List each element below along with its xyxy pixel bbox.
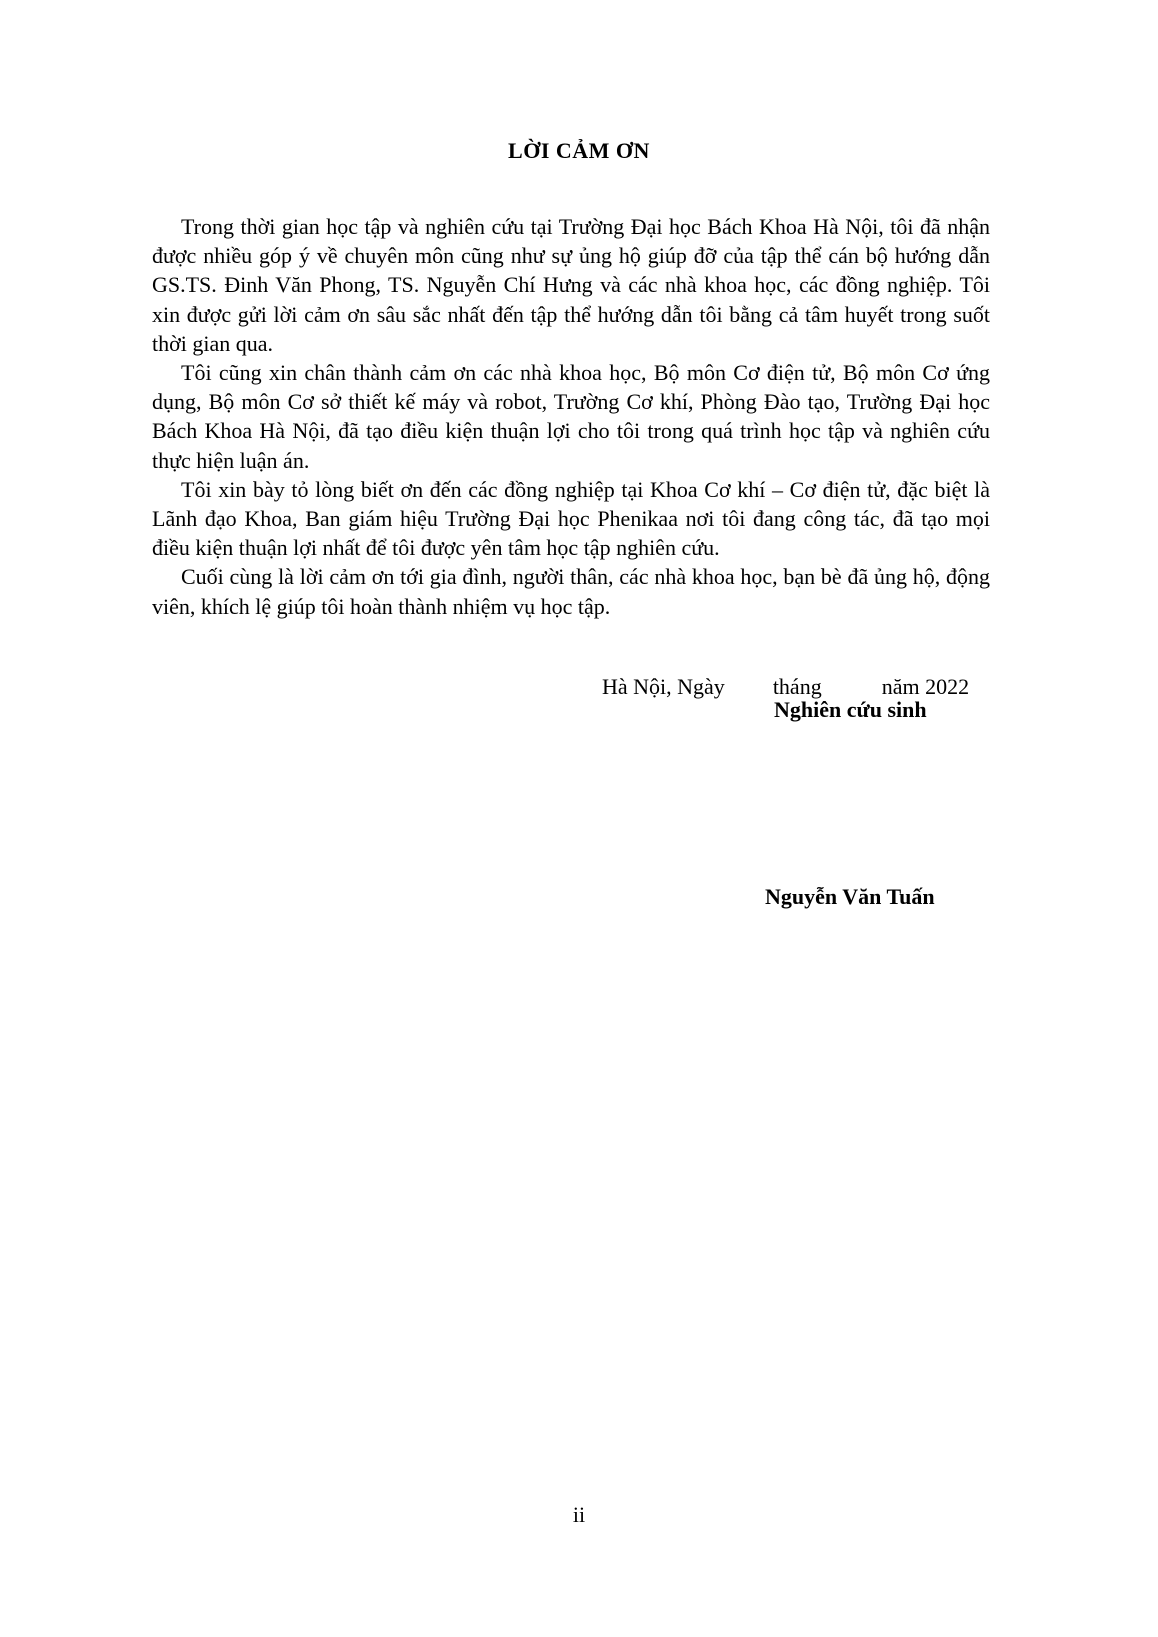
place-day: Hà Nội, Ngày — [602, 674, 725, 699]
page-title: LỜI CẢM ƠN — [508, 138, 650, 163]
month-label: tháng — [772, 674, 822, 699]
paragraph-2: Tôi cũng xin chân thành cảm ơn các nhà khoa học, Bộ môn Cơ điện tử, Bộ môn Cơ ứng dụng, Bộ môn Cơ sở thiết kế máy và robot, Trường Cơ khí, Phòng Đào tạo, Trường Đại học Bách Khoa Hà Nội, đã tạo điều kiện thuận lợi cho tôi trong quá trình học tập và nghiên cứu thực hiện luận án. — [152, 360, 990, 473]
signer-role: Nghiên cứu sinh — [774, 697, 927, 722]
year-label: năm 2022 — [881, 674, 970, 699]
signer-name: Nguyễn Văn Tuấn — [765, 884, 935, 909]
paragraph-3: Tôi xin bày tỏ lòng biết ơn đến các đồng nghiệp tại Khoa Cơ khí – Cơ điện tử, đặc biệt là Lãnh đạo Khoa, Ban giám hiệu Trường Đại học Phenikaa nơi tôi đang công tác, đã tạo mọi điều kiện thuận lợi nhất để tôi được yên tâm học tập nghiên cứu. — [152, 476, 990, 561]
acknowledgement-body — [152, 212, 990, 621]
page-number: ii — [572, 1502, 586, 1527]
paragraph-1: Trong thời gian học tập và nghiên cứu tại Trường Đại học Bách Khoa Hà Nội, tôi đã nhận được nhiều góp ý về chuyên môn cũng như sự ủng hộ giúp đỡ của tập thể cán bộ hướng dẫn GS.TS. Đinh Văn Phong, TS. Nguyễn Chí Hưng và các nhà khoa học, các đồng nghiệp. Tôi xin được gửi lời cảm ơn sâu sắc nhất đến tập thể hướng dẫn tôi bằng cả tâm huyết trong suốt thời gian qua. — [152, 214, 990, 356]
paragraph-4: Cuối cùng là lời cảm ơn tới gia đình, người thân, các nhà khoa học, bạn bè đã ủng hộ, động viên, khích lệ giúp tôi hoàn thành nhiệm vụ học tập. — [152, 564, 990, 619]
